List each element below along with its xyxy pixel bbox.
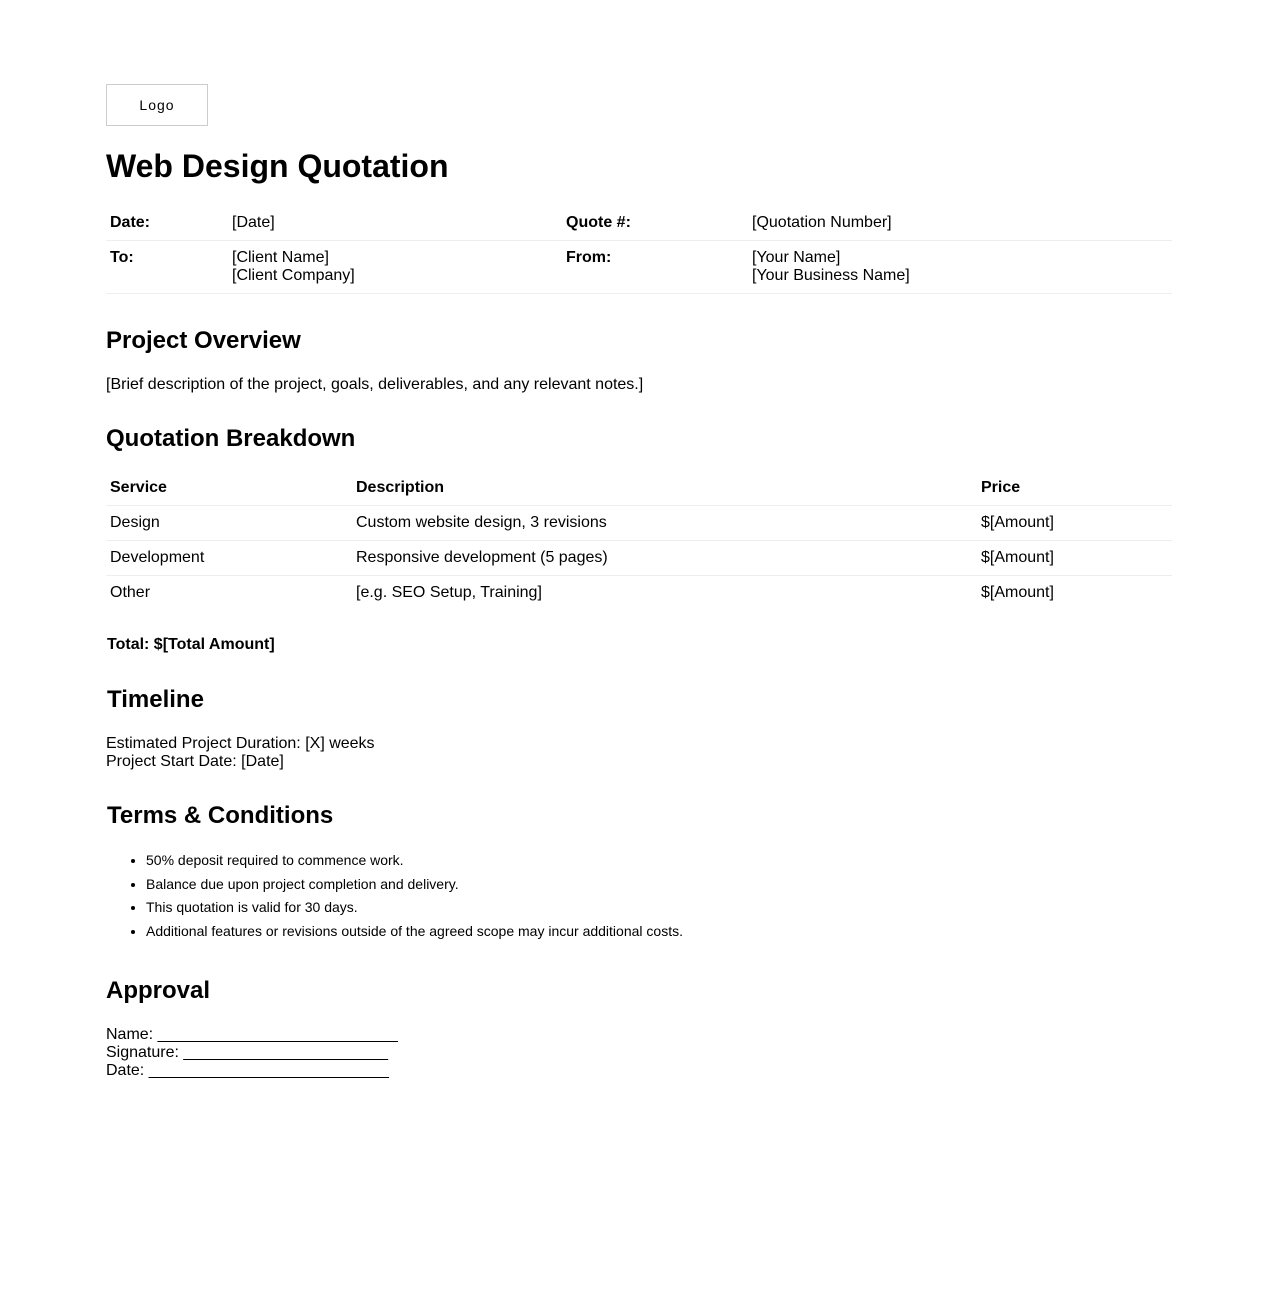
description-cell: Custom website design, 3 revisions — [352, 506, 977, 541]
approval-date-line: Date: ___________________________ — [106, 1062, 389, 1079]
quotation-breakdown-table — [106, 471, 1172, 610]
list-item: • This quotation is valid for 30 days. — [146, 899, 683, 915]
list-item: • Additional features or revisions outside of the agreed scope may incur additional costs. — [146, 923, 683, 939]
date-value: [Date] — [228, 206, 562, 241]
your-business-name: [Your Business Name] — [752, 267, 910, 284]
quotation-document — [106, 84, 1172, 1079]
logo-label: Logo — [139, 97, 175, 113]
quote-number-label: Quote #: — [562, 206, 748, 241]
client-company: [Client Company] — [232, 267, 355, 284]
price-cell: $[Amount] — [981, 584, 1054, 601]
date-label: Date: — [106, 206, 228, 241]
timeline-text — [106, 735, 375, 771]
section-heading-overview: Project Overview — [106, 327, 301, 354]
description-cell: [e.g. SEO Setup, Training] — [356, 584, 542, 601]
quote-number-value: [Quotation Number] — [748, 206, 1172, 241]
quote-meta-table — [106, 206, 1172, 294]
service-cell: Design — [106, 506, 352, 541]
table-row — [106, 541, 1172, 576]
to-label: To: — [106, 241, 228, 294]
approval-signature-line: Signature: _______________________ — [106, 1044, 389, 1061]
column-header-service: Service — [106, 471, 352, 506]
section-heading-approval: Approval — [106, 977, 211, 1004]
service-cell: Development — [106, 541, 352, 576]
table-header-row — [106, 471, 1172, 506]
client-name: [Client Name] — [232, 249, 329, 266]
meta-row-date — [106, 206, 1172, 241]
column-header-price: Price — [977, 471, 1172, 506]
list-item: • 50% deposit required to commence work. — [146, 852, 683, 868]
price-cell: $[Amount] — [977, 506, 1172, 541]
section-heading-breakdown: Quotation Breakdown — [106, 425, 356, 452]
timeline-start-date: Project Start Date: [Date] — [106, 753, 284, 770]
from-value — [748, 241, 1172, 294]
service-cell: Other — [110, 584, 151, 601]
to-value — [228, 241, 562, 294]
your-name: [Your Name] — [752, 249, 841, 266]
approval-fields — [106, 1026, 398, 1080]
approval-name-line: Name: ___________________________ — [106, 1026, 398, 1043]
terms-list — [106, 852, 683, 947]
page-title: Web Design Quotation — [106, 148, 449, 184]
total-amount: Total: $[Total Amount] — [107, 636, 275, 653]
timeline-duration: Estimated Project Duration: [X] weeks — [106, 735, 375, 752]
list-item: • Balance due upon project completion and delivery. — [146, 876, 683, 892]
meta-row-parties — [106, 241, 1172, 294]
section-heading-timeline: Timeline — [107, 686, 204, 713]
logo-placeholder — [106, 84, 208, 126]
section-heading-terms: Terms & Conditions — [107, 802, 334, 829]
column-header-description: Description — [352, 471, 977, 506]
overview-text: [Brief description of the project, goals, deliverables, and any relevant notes.] — [106, 376, 644, 393]
price-cell: $[Amount] — [977, 541, 1172, 576]
table-row — [106, 506, 1172, 541]
description-cell: Responsive development (5 pages) — [352, 541, 977, 576]
table-row — [106, 576, 1172, 611]
from-label: From: — [562, 241, 748, 294]
